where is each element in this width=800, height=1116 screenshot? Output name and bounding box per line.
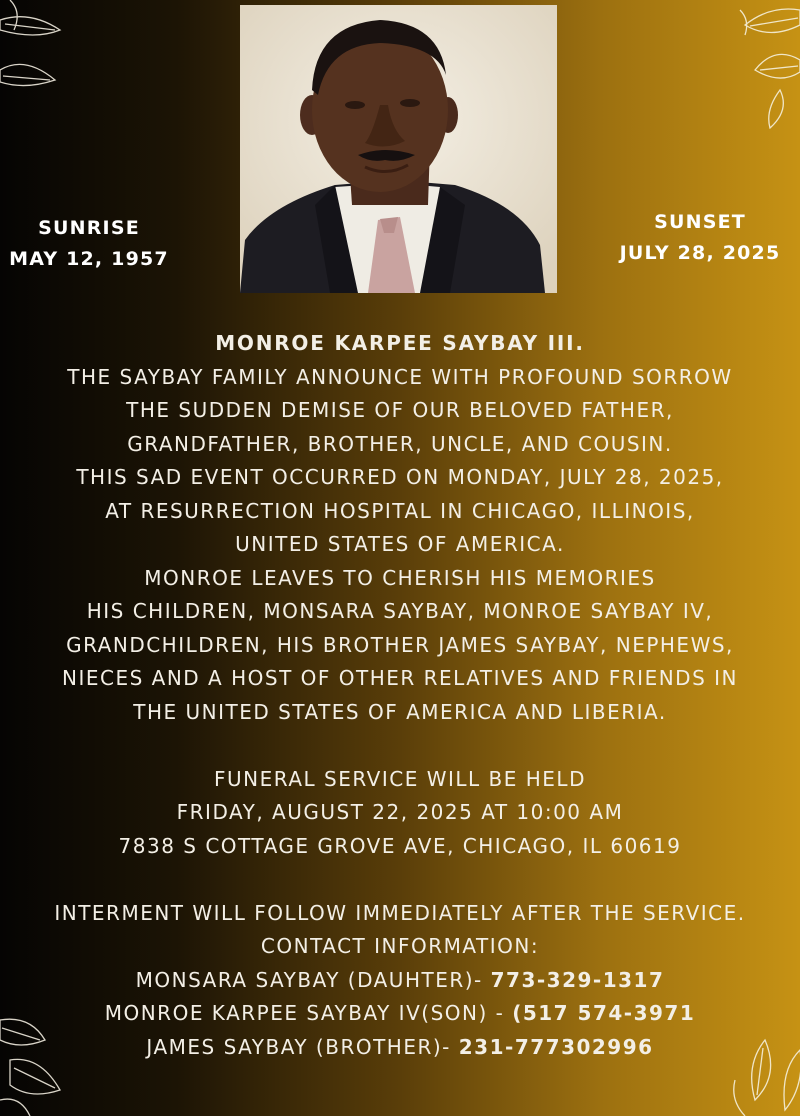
announcement-line: UNITED STATES OF AMERICA.: [235, 532, 565, 556]
leaf-decoration-top-right-icon: [720, 0, 800, 130]
deceased-name: MONROE KARPEE SAYBAY III.: [215, 331, 585, 355]
announcement-line: AT RESURRECTION HOSPITAL IN CHICAGO, ILLINOIS,: [105, 498, 695, 523]
announcement-line: MONROE LEAVES TO CHERISH HIS MEMORIES: [144, 565, 656, 590]
contact-phone: 231-777302996: [458, 1034, 654, 1059]
contact-item: [0, 1031, 800, 1065]
sunset-block: [600, 207, 800, 269]
sunset-date: JULY 28, 2025: [619, 242, 781, 264]
contact-phone: (517 574-3971: [512, 1001, 696, 1025]
funeral-line: FUNERAL SERVICE WILL BE HELD: [214, 766, 586, 791]
contact-label: MONROE KARPEE SAYBAY IV(SON) -: [104, 1001, 513, 1025]
announcement-line: THE SUDDEN DEMISE OF OUR BELOVED FATHER,: [126, 398, 674, 422]
announcement-line: THE SAYBAY FAMILY ANNOUNCE WITH PROFOUND SORROW: [67, 364, 733, 389]
contact-item: [0, 964, 800, 998]
spacer: [0, 863, 800, 897]
sunset-label: SUNSET: [654, 211, 746, 233]
contact-phone: 773-329-1317: [490, 967, 665, 992]
contact-label: JAMES SAYBAY (BROTHER)-: [146, 1034, 459, 1059]
announcement-line: THE UNITED STATES OF AMERICA AND LIBERIA.: [133, 699, 667, 724]
announcement-line: THIS SAD EVENT OCCURRED ON MONDAY, JULY 28, 2025,: [76, 465, 724, 489]
announcement-line: GRANDCHILDREN, HIS BROTHER JAMES SAYBAY, NEPHEWS,: [66, 632, 734, 657]
obituary-text: [0, 327, 800, 1064]
announcement-line: HIS CHILDREN, MONSARA SAYBAY, MONROE SAYBAY IV,: [86, 599, 714, 623]
leaf-decoration-top-left-icon: [0, 0, 80, 115]
announcement-line: NIECES AND A HOST OF OTHER RELATIVES AND FRIENDS IN: [62, 666, 738, 690]
portrait-photo: [240, 5, 557, 293]
sunrise-label: SUNRISE: [38, 217, 140, 239]
funeral-line: FRIDAY, AUGUST 22, 2025 AT 10:00 AM: [176, 800, 624, 824]
funeral-line: 7838 S COTTAGE GROVE AVE, CHICAGO, IL 60619: [118, 833, 682, 858]
sunrise-block: [0, 213, 178, 275]
interment-line: INTERMENT WILL FOLLOW IMMEDIATELY AFTER THE SERVICE.: [54, 900, 746, 925]
contact-label: MONSARA SAYBAY (DAUHTER)-: [135, 967, 491, 992]
announcement-line: GRANDFATHER, BROTHER, UNCLE, AND COUSIN.: [127, 431, 673, 456]
sunrise-date: MAY 12, 1957: [9, 248, 169, 270]
contact-heading: CONTACT INFORMATION:: [260, 934, 540, 958]
portrait-illustration: [240, 5, 557, 293]
contact-item: [0, 997, 800, 1031]
spacer: [0, 729, 800, 763]
